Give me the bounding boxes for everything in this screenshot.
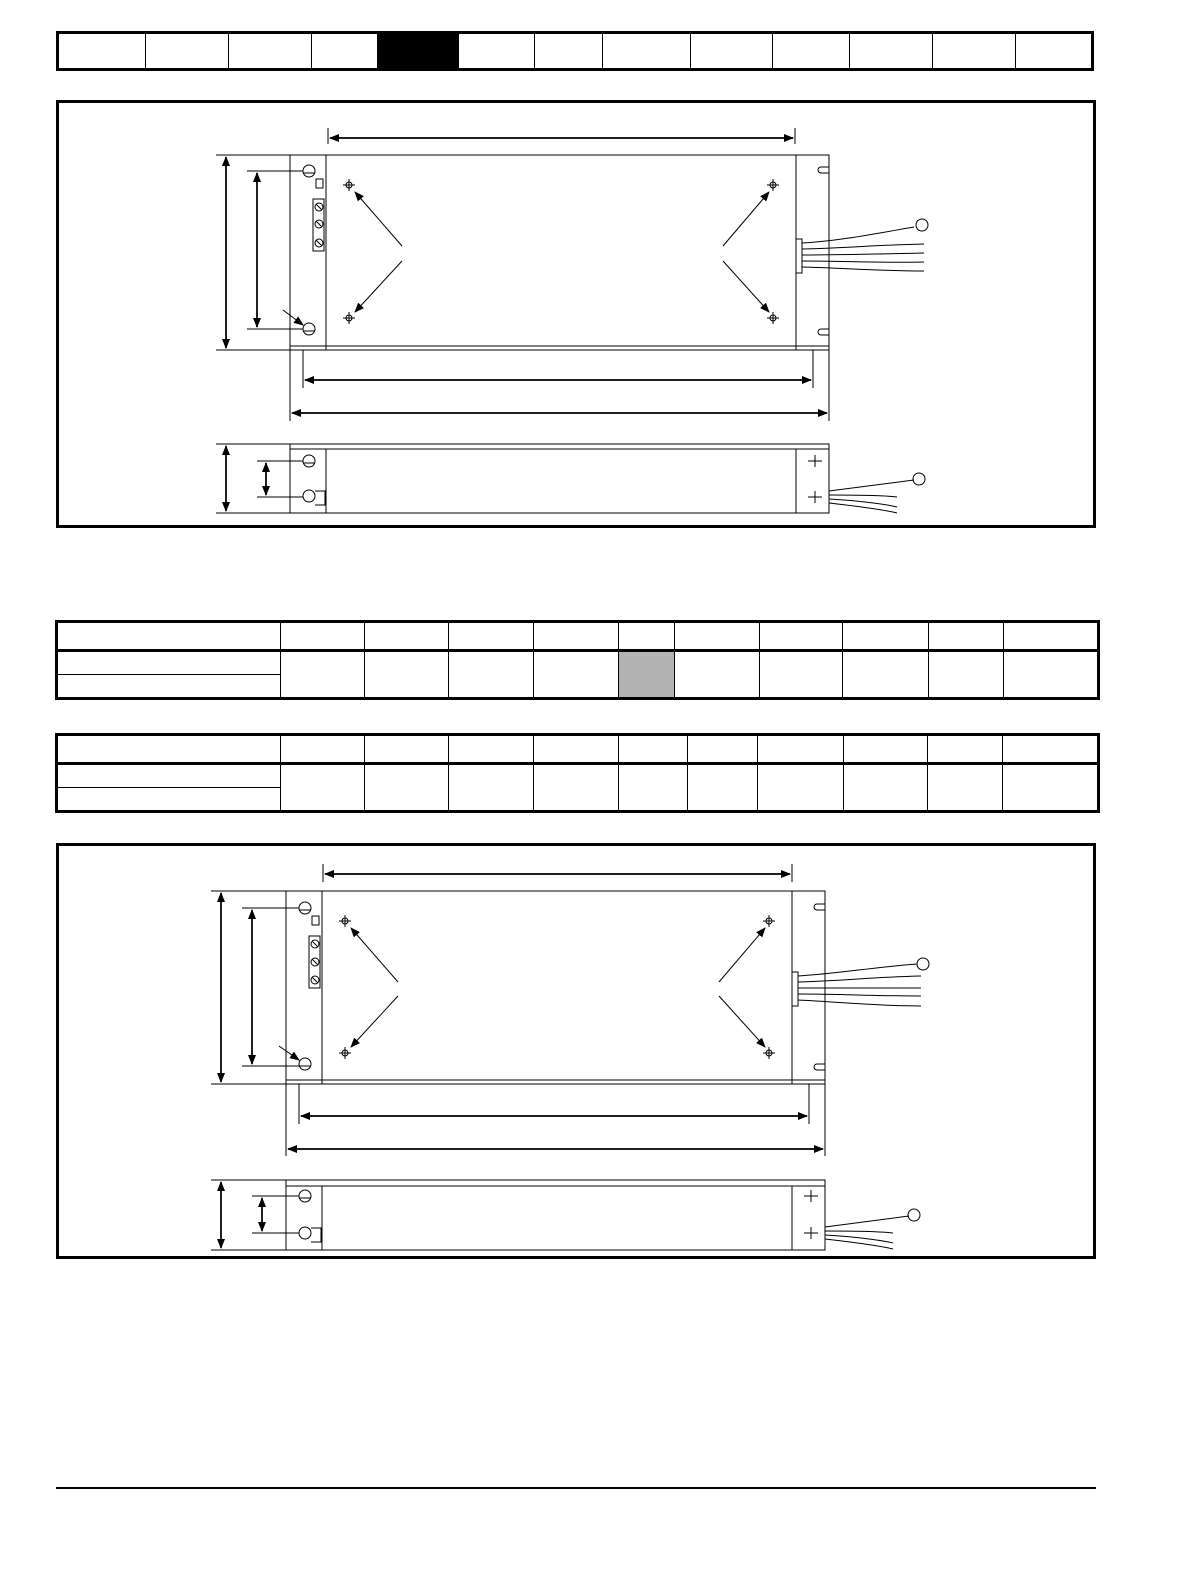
- table-1-header-cell: [365, 622, 449, 651]
- nav-tab-8[interactable]: [603, 34, 691, 68]
- table-1-value-cell: [449, 651, 534, 699]
- table-2-header-cell: [928, 735, 1003, 764]
- table-2-value-cell: [1003, 764, 1099, 812]
- table-2-row-label: [57, 788, 281, 812]
- table-1-value-cell: [534, 651, 619, 699]
- nav-tab-1[interactable]: [59, 34, 146, 68]
- table-1-header-cell: [281, 622, 365, 651]
- table-2-value-cell: [758, 764, 844, 812]
- filter-drawing-1: [59, 103, 1099, 531]
- table-1-value-cell: [760, 651, 843, 699]
- filter-dimension-figure-1: [56, 100, 1096, 528]
- nav-tab-9[interactable]: [691, 34, 773, 68]
- table-2-header-cell: [281, 735, 365, 764]
- table-2-header-cell: [619, 735, 688, 764]
- table-2-header-row: [57, 735, 1099, 764]
- table-1-header-cell: [843, 622, 929, 651]
- nav-tab-3[interactable]: [229, 34, 312, 68]
- table-2-header-cell: [688, 735, 758, 764]
- table-2-value-cell: [281, 764, 365, 812]
- table-2-header-cell: [758, 735, 844, 764]
- table-2-value-cell: [619, 764, 688, 812]
- nav-tab-13[interactable]: [1016, 34, 1091, 68]
- table-1-header-cell: [929, 622, 1004, 651]
- table-1-value-cell: [929, 651, 1004, 699]
- table-2-value-cell: [534, 764, 619, 812]
- nav-tab-6[interactable]: [459, 34, 535, 68]
- table-1-header-cell: [760, 622, 843, 651]
- footer-divider: [56, 1487, 1096, 1489]
- table-2-header-label: [57, 735, 281, 764]
- nav-tab-2[interactable]: [146, 34, 229, 68]
- table-1-row-label: [57, 675, 281, 699]
- table-1-header-cell: [534, 622, 619, 651]
- table-2-header-cell: [449, 735, 534, 764]
- nav-tab-10[interactable]: [773, 34, 850, 68]
- table-2-row-label: [57, 764, 281, 788]
- table-1-header-label: [57, 622, 281, 651]
- table-1-header-cell: [1004, 622, 1099, 651]
- table-2-value-cell: [449, 764, 534, 812]
- table-1-row-label: [57, 651, 281, 675]
- table-1-header-cell: [449, 622, 534, 651]
- filter-spec-table-2: [55, 733, 1100, 813]
- table-1-value-cell: [1004, 651, 1099, 699]
- table-2-row: [57, 764, 1099, 788]
- table-2-value-cell: [688, 764, 758, 812]
- filter-drawing-2: [59, 846, 1099, 1262]
- table-1-header-cell: [619, 622, 675, 651]
- nav-tab-7[interactable]: [535, 34, 603, 68]
- table-1-value-cell: [843, 651, 929, 699]
- nav-tab-4[interactable]: [312, 34, 378, 68]
- nav-tab-11[interactable]: [850, 34, 933, 68]
- table-1-header-row: [57, 622, 1099, 651]
- table-2-value-cell: [844, 764, 928, 812]
- table-1-value-cell: [365, 651, 449, 699]
- table-1-row: [57, 651, 1099, 675]
- table-1-header-cell: [675, 622, 760, 651]
- nav-tab-12[interactable]: [933, 34, 1016, 68]
- table-1-value-cell: [281, 651, 365, 699]
- table-2-header-cell: [365, 735, 449, 764]
- chapter-nav-bar: [56, 31, 1094, 71]
- table-1-shaded-cell: [619, 651, 675, 699]
- table-2-header-cell: [1003, 735, 1099, 764]
- table-2-header-cell: [534, 735, 619, 764]
- nav-tab-5-active[interactable]: [378, 34, 459, 68]
- table-1-value-cell: [675, 651, 760, 699]
- filter-dimension-figure-2: [56, 843, 1096, 1259]
- table-2-value-cell: [928, 764, 1003, 812]
- filter-spec-table-1: [55, 620, 1100, 700]
- table-2-value-cell: [365, 764, 449, 812]
- table-2-header-cell: [844, 735, 928, 764]
